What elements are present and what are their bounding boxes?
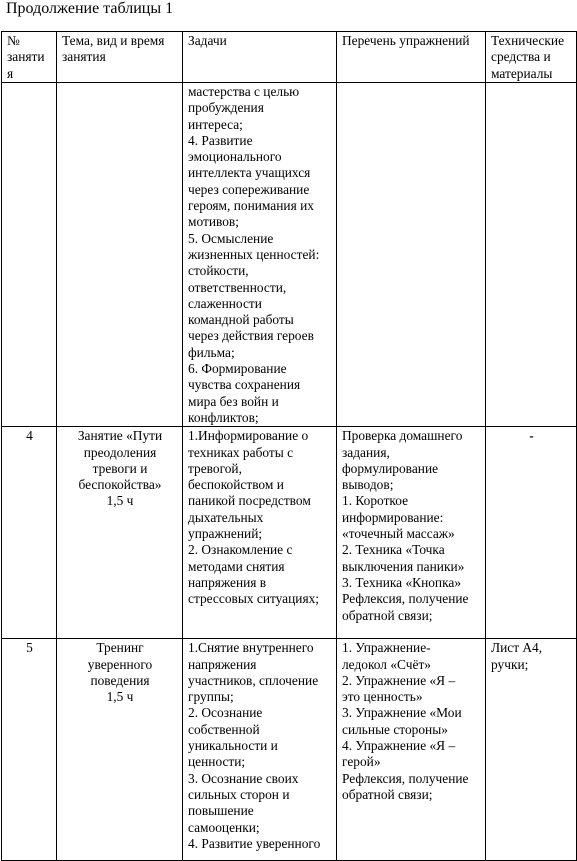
table-row: [2, 83, 577, 427]
header-materials: Технические средства и материалы: [486, 32, 577, 83]
header-tasks: Задачи: [183, 32, 337, 83]
header-topic: Тема, вид и время занятия: [57, 32, 183, 83]
tasks-cell: 1.Снятие внутреннего напряжения участников, сплочение группы; 2. Осознание собственной уникальности и ценности; 3. Осознание своих сильных сторон и повышение самооценки; 4. Развитие уверенного: [183, 639, 337, 861]
topic-cell: Тренинг уверенного поведения 1,5 ч: [57, 639, 183, 861]
topic-cell: Занятие «Пути преодоления тревоги и беспокойства» 1,5 ч: [57, 427, 183, 639]
header-exercises: Перечень упражнений: [337, 32, 486, 83]
exercises-cell: 1. Упражнение- ледокол «Счёт» 2. Упражнение «Я – это ценность» 3. Упражнение «Мои сильные стороны» 4. Упражнение «Я – герой» Рефлексия, получение обратной связи;: [337, 639, 486, 861]
tasks-cell: мастерства с целью пробуждения интереса; 4. Развитие эмоционального интеллекта учащихся через сопереживание героям, понимания их мотивов; 5. Осмысление жизненных ценностей: стойкости, ответственности, слаженности командной работы через действия героев фильма; 6. Формирование чувства сохранения мира без войн и конфликтов;: [183, 83, 337, 427]
tasks-cell: 1.Информирование о техниках работы с тревогой, беспокойством и паникой посредством дыхательных упражнений; 2. Ознакомление с методами снятия напряжения в стрессовых ситуациях;: [183, 427, 337, 639]
table-caption: Продолжение таблицы 1: [6, 0, 174, 17]
header-lesson-number: № заняти я: [2, 32, 57, 83]
table-row: [2, 639, 577, 861]
exercises-cell: [337, 83, 486, 427]
materials-cell: -: [486, 427, 577, 639]
lesson-number-cell: [2, 83, 57, 427]
lesson-number-cell: 4: [2, 427, 57, 639]
lesson-number-cell: 5: [2, 639, 57, 861]
lesson-plan-table: [1, 31, 577, 861]
table-row: [2, 427, 577, 639]
materials-cell: Лист А4, ручки;: [486, 639, 577, 861]
topic-cell: [57, 83, 183, 427]
exercises-cell: Проверка домашнего задания, формулирование выводов; 1. Короткое информирование: «точечный массаж» 2. Техника «Точка выключения паники» 3. Техника «Кнопка» Рефлексия, получение обратной связи;: [337, 427, 486, 639]
materials-cell: [486, 83, 577, 427]
table-header-row: [2, 32, 577, 83]
